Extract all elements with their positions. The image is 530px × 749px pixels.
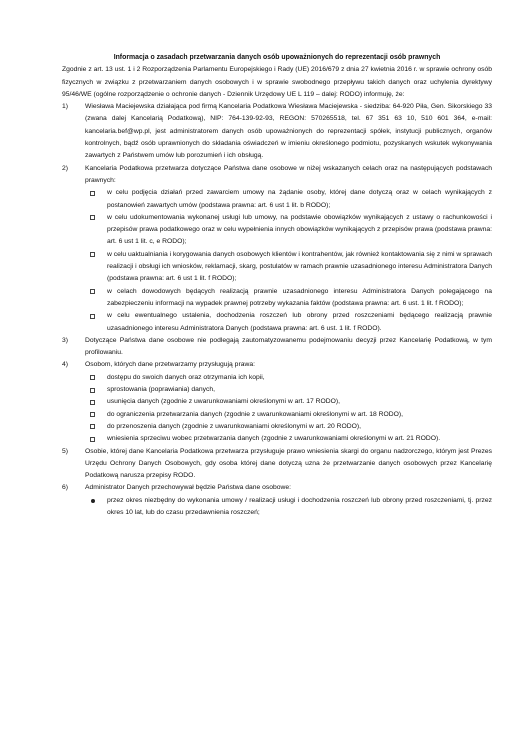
sub-item-text: dostępu do swoich danych oraz otrzymania ich kopii,	[107, 373, 265, 381]
checkbox-icon	[90, 252, 95, 257]
sub-list-item	[85, 495, 492, 520]
sub-list-item	[85, 310, 492, 335]
item-number: 5)	[62, 447, 69, 455]
sub-item-text: do ograniczenia przetwarzania danych (zgodnie z uwarunkowaniami określonymi w art. 18 RODO),	[107, 410, 404, 418]
item-number: 6)	[62, 484, 69, 492]
bullet-icon	[91, 499, 95, 503]
sub-list-item	[85, 286, 492, 311]
sub-list-item	[85, 187, 492, 212]
sub-item-text: w celu ewentualnego ustalenia, dochodzenia roszczeń lub obrony przed roszczeniami będącego realizacją prawnie uzasadnionego interesu Administratora Danych (podstawa prawna: art. 6 ust. 1 lit. f RODO).	[107, 312, 492, 332]
document-title: Informacja o zasadach przetwarzania danych osób upoważnionych do reprezentacji osób prawnych	[113, 54, 441, 61]
list-item	[62, 335, 492, 360]
list-item	[62, 446, 492, 483]
sub-item-text: do przenoszenia danych (zgodnie z uwarunkowaniami określonymi w art. 20 RODO),	[107, 422, 361, 430]
sub-list-item	[85, 396, 492, 408]
checkbox-icon	[90, 388, 95, 393]
intro-paragraph: Zgodnie z art. 13 ust. 1 i 2 Rozporządzenia Parlamentu Europejskiego i Rady (UE) 2016/679 z dnia 27 kwietnia 2016 r. w sprawie ochrony osób fizycznych w związku z przetwarzaniem danych osobowych i w sprawie swobodnego przepływu takich danych oraz uchylenia dyrektywy 95/46/WE (ogólne rozporządzenie o ochronie danych - Dziennik Urzędowy UE L 119 – dalej: RODO) informuję, że:	[62, 66, 492, 98]
item-text: Osobie, której dane Kancelaria Podatkowa przetwarza przysługuje prawo wniesienia skargi do organu nadzorczego, którym jest Prezes Urzędu Ochrony Danych Osobowych, gdy osoba której dane dotyczą uzna że przetwarzanie danych osobowych przez Kancelarię Podatkową narusza przepisy RODO.	[85, 447, 492, 480]
list-item	[62, 359, 492, 445]
list-item	[62, 163, 492, 335]
sub-item-text: sprostowania (poprawiania) danych,	[107, 386, 216, 394]
checkbox-icon	[90, 400, 95, 405]
sub-item-text: wniesienia sprzeciwu wobec przetwarzania danych (zgodnie z uwarunkowaniami określonymi w art. 21 RODO).	[107, 435, 441, 443]
numbered-list	[62, 101, 492, 519]
checkbox-icon	[90, 215, 95, 220]
checkbox-icon	[90, 314, 95, 319]
sub-list-item	[85, 372, 492, 384]
checkbox-icon	[90, 191, 95, 196]
list-item	[62, 101, 492, 162]
item-number: 1)	[62, 103, 69, 111]
sub-list-item	[85, 249, 492, 286]
item-text: Dotyczące Państwa dane osobowe nie podlegają zautomatyzowanemu podejmowaniu decyzji przez Kancelarię Podatkową, w tym profilowaniu.	[85, 336, 492, 357]
item-number: 3)	[62, 336, 69, 344]
sub-item-text: usunięcia danych (zgodnie z uwarunkowaniami określonymi w art. 17 RODO),	[107, 398, 340, 406]
item-text: Kancelaria Podatkowa przetwarza dotyczące Państwa dane osobowe w niżej wskazanych celach oraz na następujących podstawach prawnych:	[85, 164, 492, 184]
checkbox-icon	[90, 424, 95, 429]
sub-item-text: w celu uaktualniania i korygowania danych osobowych klientów i kontrahentów, jak również kontaktowania się z nimi w sprawach realizacji i obsługi ich wniosków, reklamacji, skarg, postulatów w ramach prawnie uzasadnionego interesu Administratora Danych (podstawa prawna: art. 6 ust 1 lit. f RODO);	[107, 250, 492, 283]
item-number: 2)	[62, 164, 69, 172]
item-number: 4)	[62, 361, 69, 369]
checkbox-icon	[90, 289, 95, 294]
sub-item-text: w celu podjęcia działań przed zawarciem umowy na żądanie osoby, której dane dotyczą oraz w celach wynikających z postanowień zawartych umów (podstawa prawna: art. 6 ust 1 lit. b RODO);	[107, 189, 492, 209]
sub-list-item	[85, 212, 492, 249]
sub-list	[85, 187, 492, 335]
sub-list-item	[85, 421, 492, 433]
item-text: Administrator Danych przechowywał będzie Państwa dane osobowe:	[85, 484, 291, 492]
sub-list	[85, 495, 492, 520]
sub-item-text: w celach dowodowych będących realizacją prawnie uzasadnionego interesu Administratora Danych polegającego na zabezpieczeniu informacji na wypadek prawnej potrzeby wykazania faktów (podstawa prawna: art. 6 ust. 1 lit. f RODO);	[107, 287, 492, 307]
checkbox-icon	[90, 375, 95, 380]
sub-list-item	[85, 384, 492, 396]
list-item	[62, 482, 492, 519]
item-text: Osobom, których dane przetwarzamy przysługują prawa:	[85, 361, 255, 369]
sub-list-item	[85, 433, 492, 445]
sub-list-item	[85, 409, 492, 421]
checkbox-icon	[90, 412, 95, 417]
checkbox-icon	[90, 437, 95, 442]
sub-item-text: przez okres niezbędny do wykonania umowy / realizacji usługi i dochodzenia roszczeń lub obrony przed roszczeniami, tj. przez okres 10 lat, lub do czasu przedawnienia roszczeń;	[107, 496, 492, 516]
sub-item-text: w celu udokumentowania wykonanej usługi lub umowy, na podstawie obowiązków wynikających z ustawy o rachunkowości i przepisów prawa podatkowego oraz w celu wypełnienia innych obowiązków wynikających z przepisów prawa (podstawa prawna: art. 6 ust 1 lit. c, e RODO);	[107, 213, 492, 246]
item-text: Wiesława Maciejewska działająca pod firmą Kancelaria Podatkowa Wiesława Maciejewska - siedziba: 64-920 Piła, Gen. Sikorskiego 33 (zwana dalej Kancelarią Podatkową), NIP: 764-139-92-93, REGON: 570265518, tel. 67 351 63 10, 510 601 364, e-mail: kancelaria.bef@wp.pl, jest administratorem danych osób upoważnionych do reprezentacji spółek, instytucji publicznych, organów kontrolnych, bądź osób uprawnionych do składania oświadczeń w imieniu określonego podmiotu, pozyskanych wskutek wykonywania zawartych z Państwem umów lub porozumień i ich obsługą.	[85, 103, 492, 160]
sub-list	[85, 372, 492, 446]
